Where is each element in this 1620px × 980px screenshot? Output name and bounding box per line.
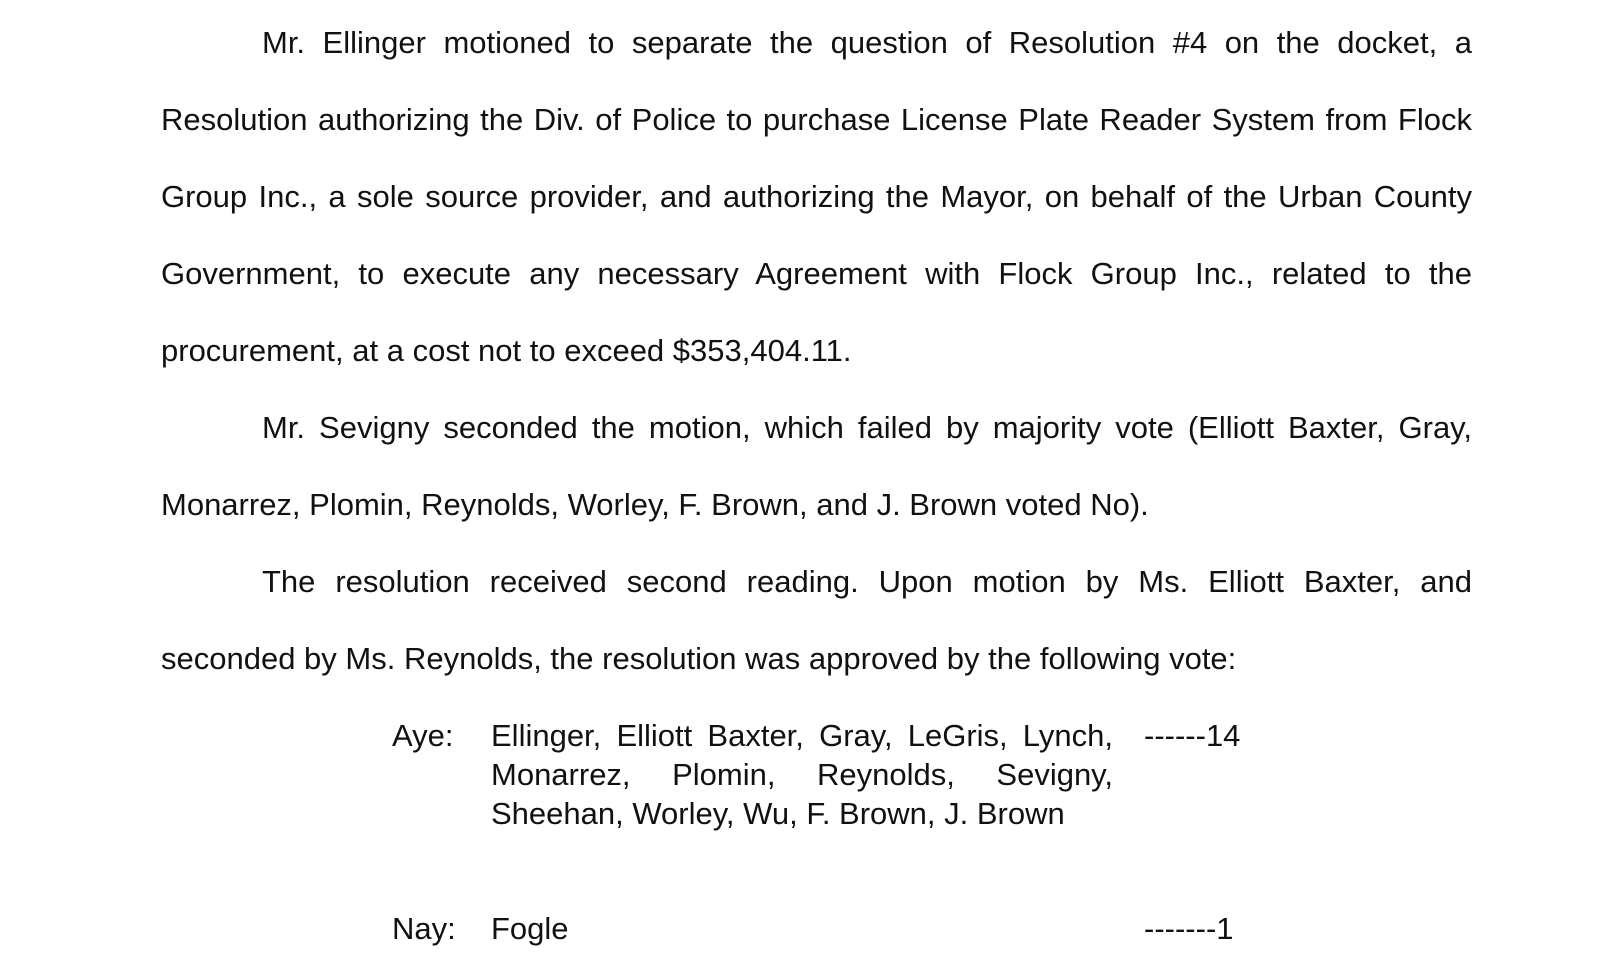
nay-names: Fogle	[491, 911, 569, 946]
nay-count: -------1	[1144, 911, 1234, 946]
minutes-page	[161, 0, 1472, 697]
paragraph-motion-to-separate: Mr. Ellinger motioned to separate the question of Resolution #4 on the docket, a Resolution authorizing the Div. of Police to purchase License Plate Reader System from Flock Group Inc., a sole source provider, and authorizing the Mayor, on behalf of the Urban County Government, to execute any necessary Agreement with Flock Group Inc., related to the procurement, at a cost not to exceed $353,404.11.	[161, 25, 1472, 368]
nay-label: Nay:	[392, 911, 456, 946]
paragraph-second-reading: The resolution received second reading. Upon motion by Ms. Elliott Baxter, and seconded by Ms. Reynolds, the resolution was approved by the following vote:	[161, 564, 1472, 676]
vote-tally-aye	[392, 716, 1272, 876]
vote-tally-nay	[392, 909, 1272, 954]
aye-label: Aye:	[392, 718, 454, 753]
aye-names: Ellinger, Elliott Baxter, Gray, LeGris, Lynch, Monarrez, Plomin, Reynolds, Sevigny, Sheehan, Worley, Wu, F. Brown, J. Brown	[491, 718, 1113, 831]
paragraph-motion-failed: Mr. Sevigny seconded the motion, which failed by majority vote (Elliott Baxter, Gray, Monarrez, Plomin, Reynolds, Worley, F. Brown, and J. Brown voted No).	[161, 410, 1472, 522]
aye-count: ------14	[1144, 718, 1241, 753]
